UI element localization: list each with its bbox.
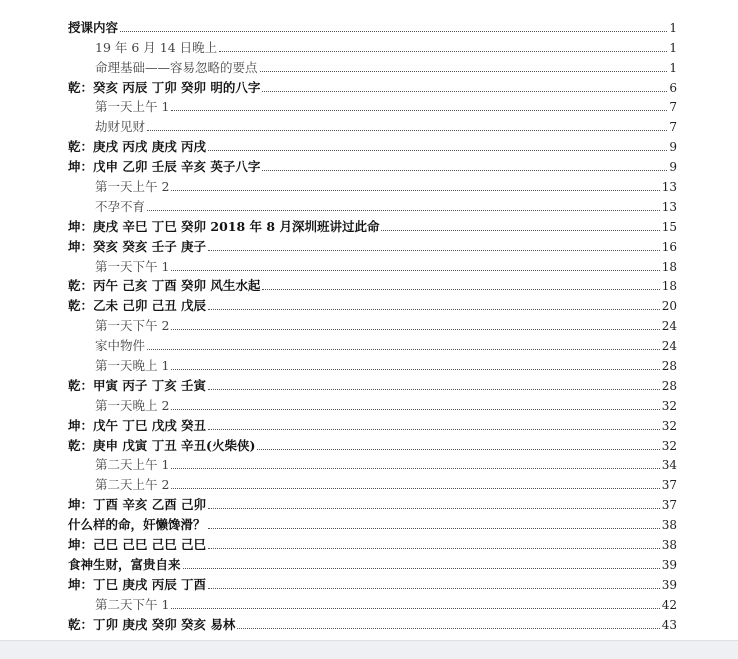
toc-page-number: 28	[661, 359, 677, 374]
toc-page-number: 18	[661, 259, 677, 274]
toc-entry-title: 第一天晚上 2	[95, 397, 170, 413]
toc-page-number: 34	[661, 458, 677, 473]
toc-entry-title: 命理基础——容易忽略的要点	[95, 59, 258, 75]
toc-entry-title: 食神生财，富贵自来	[68, 556, 181, 572]
toc-dot-leader	[171, 190, 659, 191]
toc-page-number: 37	[661, 478, 677, 493]
toc-dot-leader	[219, 51, 667, 52]
toc-entry-heading[interactable]	[68, 76, 677, 96]
toc-entry-title: 什么样的命，奸懒馋滑？	[68, 517, 206, 533]
toc-entry-subheading[interactable]	[68, 454, 677, 474]
toc-dot-leader	[208, 250, 660, 251]
toc-page-number: 38	[661, 518, 677, 533]
toc-dot-leader	[208, 389, 660, 390]
toc-entry-heading[interactable]	[68, 573, 677, 593]
toc-page-number: 24	[661, 339, 677, 354]
toc-entry-heading[interactable]	[68, 135, 677, 155]
toc-dot-leader	[171, 468, 659, 469]
toc-page-number: 1	[669, 20, 677, 35]
toc-entry-title: 授课内容	[68, 19, 119, 35]
toc-entry-title: 坤：丁酉 辛亥 乙酉 己卯	[68, 497, 207, 513]
toc-page-number: 38	[661, 538, 677, 553]
toc-dot-leader	[208, 309, 660, 310]
toc-dot-leader	[208, 429, 660, 430]
toc-entry-heading[interactable]	[68, 493, 677, 513]
toc-entry-heading[interactable]	[68, 215, 677, 235]
toc-dot-leader	[262, 91, 667, 92]
toc-dot-leader	[381, 230, 659, 231]
toc-entry-heading[interactable]	[68, 434, 677, 454]
table-of-contents	[68, 16, 677, 633]
toc-dot-leader	[171, 369, 659, 370]
toc-dot-leader	[262, 170, 667, 171]
toc-page-number: 1	[669, 40, 677, 55]
toc-dot-leader	[147, 349, 660, 350]
toc-entry-subheading[interactable]	[68, 314, 677, 334]
toc-entry-subheading[interactable]	[68, 394, 677, 414]
toc-dot-leader	[260, 71, 668, 72]
toc-entry-subheading[interactable]	[68, 115, 677, 135]
toc-entry-heading[interactable]	[68, 16, 677, 36]
toc-entry-heading[interactable]	[68, 613, 677, 633]
toc-page-number: 9	[669, 140, 677, 155]
toc-page-number: 13	[661, 199, 677, 214]
toc-dot-leader	[147, 130, 667, 131]
toc-entry-title: 第二天下午 1	[95, 596, 170, 612]
toc-dot-leader	[147, 210, 660, 211]
toc-entry-title: 坤：戊申 乙卯 壬辰 辛亥 英子八字	[68, 159, 261, 175]
toc-entry-title: 第一天晚上 1	[95, 358, 170, 374]
toc-entry-title: 乾：庚申 戊寅 丁丑 辛丑(火柴侠)	[68, 437, 256, 453]
toc-page-number: 32	[661, 418, 677, 433]
toc-page-number: 13	[661, 180, 677, 195]
toc-entry-subheading[interactable]	[68, 334, 677, 354]
toc-page-number: 9	[669, 160, 677, 175]
toc-entry-title: 坤：戊午 丁巳 戊戌 癸丑	[68, 417, 207, 433]
toc-dot-leader	[208, 150, 667, 151]
toc-dot-leader	[171, 270, 659, 271]
toc-page-number: 39	[661, 557, 677, 572]
toc-page-number: 7	[669, 120, 677, 135]
toc-dot-leader	[171, 488, 659, 489]
toc-entry-subheading[interactable]	[68, 354, 677, 374]
toc-entry-heading[interactable]	[68, 275, 677, 295]
toc-entry-heading[interactable]	[68, 513, 677, 533]
toc-page-number: 43	[661, 617, 677, 632]
toc-entry-title: 第二天上午 2	[95, 477, 170, 493]
window-bottom-bar	[0, 640, 738, 659]
toc-entry-heading[interactable]	[68, 533, 677, 553]
toc-page-number: 16	[661, 239, 677, 254]
toc-entry-title: 不孕不育	[95, 198, 146, 214]
toc-entry-title: 第一天下午 2	[95, 318, 170, 334]
toc-dot-leader	[262, 289, 659, 290]
toc-dot-leader	[208, 508, 660, 509]
toc-dot-leader	[208, 588, 660, 589]
toc-entry-heading[interactable]	[68, 414, 677, 434]
toc-page-number: 7	[669, 100, 677, 115]
toc-page-number: 18	[661, 279, 677, 294]
toc-entry-title: 第二天上午 1	[95, 457, 170, 473]
toc-page-number: 6	[669, 80, 677, 95]
toc-entry-subheading[interactable]	[68, 96, 677, 116]
toc-entry-title: 第一天上午 1	[95, 99, 170, 115]
toc-page-number: 32	[661, 438, 677, 453]
toc-dot-leader	[208, 528, 660, 529]
toc-page-number: 20	[661, 299, 677, 314]
toc-entry-subheading[interactable]	[68, 56, 677, 76]
toc-entry-subheading[interactable]	[68, 175, 677, 195]
toc-entry-title: 第一天上午 2	[95, 179, 170, 195]
toc-entry-subheading[interactable]	[68, 36, 677, 56]
toc-entry-heading[interactable]	[68, 294, 677, 314]
toc-page-number: 37	[661, 498, 677, 513]
toc-entry-title: 坤：己巳 己巳 己巳 己巳	[68, 537, 207, 553]
toc-page-number: 39	[661, 577, 677, 592]
toc-page-number: 1	[669, 60, 677, 75]
toc-entry-title: 乾：丁卯 庚戌 癸卯 癸亥 易林	[68, 616, 236, 632]
toc-dot-leader	[208, 548, 660, 549]
toc-entry-title: 家中物件	[95, 338, 146, 354]
toc-page-number: 24	[661, 319, 677, 334]
toc-entry-subheading[interactable]	[68, 195, 677, 215]
toc-dot-leader	[237, 628, 659, 629]
toc-dot-leader	[120, 31, 667, 32]
toc-entry-title: 劫财见财	[95, 119, 146, 135]
toc-entry-title: 19 年 6 月 14 日晚上	[95, 39, 218, 55]
toc-entry-heading[interactable]	[68, 235, 677, 255]
toc-dot-leader	[183, 568, 660, 569]
toc-page-number: 32	[661, 398, 677, 413]
toc-entry-heading[interactable]	[68, 374, 677, 394]
toc-page-number: 28	[661, 378, 677, 393]
toc-dot-leader	[257, 449, 659, 450]
toc-dot-leader	[171, 329, 659, 330]
toc-entry-title: 乾：庚戌 丙戌 庚戌 丙戌	[68, 139, 207, 155]
toc-entry-title: 乾：乙未 己卯 己丑 戊辰	[68, 298, 207, 314]
toc-entry-subheading[interactable]	[68, 473, 677, 493]
toc-dot-leader	[171, 608, 659, 609]
toc-entry-title: 坤：丁巳 庚戌 丙辰 丁酉	[68, 576, 207, 592]
toc-entry-heading[interactable]	[68, 155, 677, 175]
toc-entry-title: 乾：丙午 己亥 丁酉 癸卯 风生水起	[68, 278, 261, 294]
toc-entry-title: 乾：癸亥 丙辰 丁卯 癸卯 明的八字	[68, 79, 261, 95]
toc-entry-subheading[interactable]	[68, 255, 677, 275]
toc-entry-title: 坤：癸亥 癸亥 壬子 庚子	[68, 238, 207, 254]
toc-dot-leader	[171, 110, 667, 111]
toc-entry-title: 坤：庚戌 辛巳 丁巳 癸卯 2018 年 8 月深圳班讲过此命	[68, 218, 380, 234]
toc-entry-subheading[interactable]	[68, 593, 677, 613]
toc-page-number: 15	[661, 219, 677, 234]
toc-page-number: 42	[661, 597, 677, 612]
toc-entry-heading[interactable]	[68, 553, 677, 573]
toc-entry-title: 第一天下午 1	[95, 258, 170, 274]
toc-entry-title: 乾：甲寅 丙子 丁亥 壬寅	[68, 377, 207, 393]
toc-dot-leader	[171, 409, 659, 410]
